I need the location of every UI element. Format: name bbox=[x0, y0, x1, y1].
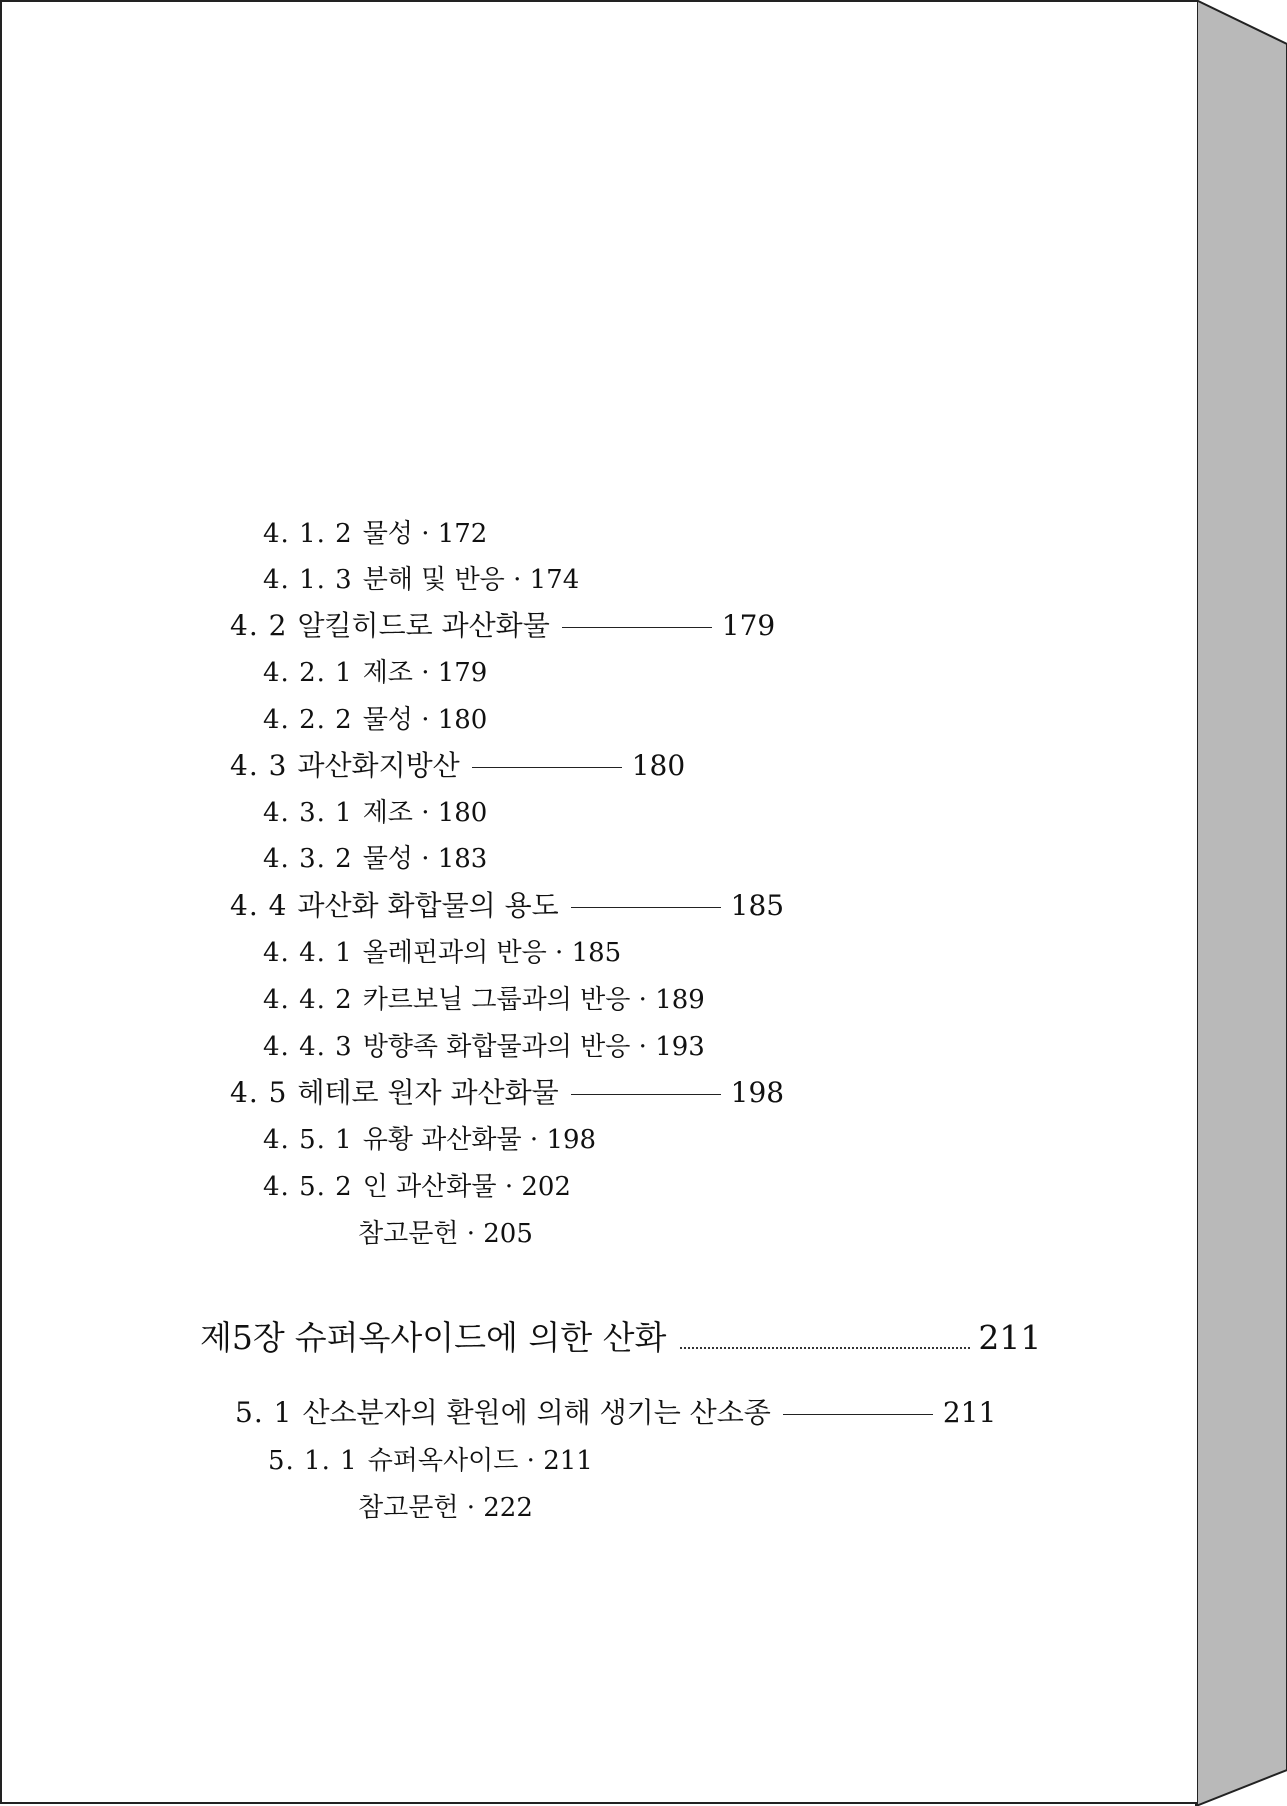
entry-separator: · bbox=[466, 1493, 475, 1523]
entry-title: 카르보닐 그룹과의 반응 bbox=[362, 985, 631, 1015]
chapter-page: 211 bbox=[978, 1318, 1042, 1357]
entry-number: 4. 3. 2 bbox=[263, 844, 353, 874]
toc-section bbox=[230, 1077, 784, 1109]
entry-number: 4. 4. 1 bbox=[263, 938, 353, 968]
entry-title: 물성 bbox=[362, 519, 413, 549]
section-page: 179 bbox=[721, 609, 776, 642]
dotted-leader bbox=[680, 1339, 970, 1349]
chapter-number: 제5장 bbox=[200, 1318, 285, 1357]
entry-separator: · bbox=[504, 1172, 514, 1202]
entry-title: 분해 및 반응 bbox=[362, 565, 505, 595]
entry-separator: · bbox=[421, 798, 430, 828]
entry-separator: · bbox=[638, 985, 647, 1015]
entry-page: 183 bbox=[437, 844, 488, 874]
entry-title: 참고문헌 bbox=[358, 1219, 459, 1249]
entry-page: 211 bbox=[543, 1446, 593, 1476]
entry-title: 참고문헌 bbox=[358, 1493, 459, 1523]
entry-title: 유황 과산화물 bbox=[362, 1125, 522, 1155]
entry-title: 제조 bbox=[362, 798, 413, 828]
entry-page: 185 bbox=[571, 938, 622, 968]
entry-separator: · bbox=[513, 565, 522, 595]
toc-entry bbox=[263, 518, 487, 550]
entry-number: 4. 4. 2 bbox=[263, 985, 353, 1015]
section-page: 198 bbox=[730, 1076, 785, 1109]
entry-number: 5. 1. 1 bbox=[268, 1446, 358, 1476]
toc-entry bbox=[263, 1031, 705, 1063]
toc-section bbox=[235, 1397, 996, 1429]
section-title: 알킬히드로 과산화물 bbox=[297, 609, 550, 642]
section-title: 과산화지방산 bbox=[297, 749, 460, 782]
entry-title: 방향족 화합물과의 반응 bbox=[362, 1032, 631, 1062]
toc-entry bbox=[263, 1124, 596, 1156]
section-number: 4. 2 bbox=[230, 609, 288, 642]
leader-line bbox=[783, 1414, 933, 1415]
entry-title: 물성 bbox=[362, 844, 413, 874]
entry-page: 193 bbox=[655, 1032, 705, 1062]
entry-separator: · bbox=[421, 658, 430, 688]
toc-entry bbox=[263, 937, 621, 969]
section-page: 180 bbox=[631, 749, 686, 782]
section-number: 5. 1 bbox=[235, 1396, 293, 1429]
toc-entry bbox=[263, 704, 487, 736]
toc-references bbox=[358, 1492, 533, 1524]
entry-separator: · bbox=[421, 844, 430, 874]
toc-entry bbox=[263, 1171, 571, 1203]
section-number: 4. 5 bbox=[230, 1076, 288, 1109]
entry-number: 4. 3. 1 bbox=[263, 798, 353, 828]
toc-entry bbox=[263, 657, 487, 689]
entry-page: 205 bbox=[483, 1219, 533, 1249]
toc-references bbox=[358, 1218, 533, 1250]
toc-section bbox=[230, 890, 784, 922]
entry-number: 4. 1. 3 bbox=[263, 565, 353, 595]
chapter-title: 슈퍼옥사이드에 의한 산화 bbox=[294, 1318, 667, 1357]
toc-entry bbox=[263, 797, 487, 829]
section-page: 185 bbox=[730, 889, 785, 922]
entry-page: 202 bbox=[521, 1172, 571, 1202]
entry-page: 180 bbox=[437, 798, 488, 828]
entry-page: 179 bbox=[437, 658, 488, 688]
entry-number: 4. 5. 2 bbox=[263, 1172, 353, 1202]
section-page: 211 bbox=[942, 1396, 997, 1429]
section-number: 4. 4 bbox=[230, 889, 288, 922]
entry-separator: · bbox=[529, 1125, 539, 1155]
toc-section bbox=[230, 610, 775, 642]
leader-line bbox=[571, 1094, 721, 1095]
entry-number: 4. 1. 2 bbox=[263, 519, 353, 549]
entry-page: 172 bbox=[437, 519, 488, 549]
entry-separator: · bbox=[421, 519, 430, 549]
entry-separator: · bbox=[555, 938, 564, 968]
entry-separator: · bbox=[526, 1446, 535, 1476]
entry-number: 4. 5. 1 bbox=[263, 1125, 353, 1155]
entry-title: 물성 bbox=[362, 705, 413, 735]
toc-section bbox=[230, 750, 685, 782]
leader-line bbox=[571, 907, 721, 908]
entry-separator: · bbox=[421, 705, 430, 735]
entry-page: 189 bbox=[655, 985, 705, 1015]
entry-title: 올레핀과의 반응 bbox=[362, 938, 547, 968]
section-title: 산소분자의 환원에 의해 생기는 산소종 bbox=[302, 1396, 771, 1429]
section-title: 과산화 화합물의 용도 bbox=[297, 889, 559, 922]
entry-title: 슈퍼옥사이드 bbox=[367, 1446, 519, 1476]
entry-page: 180 bbox=[437, 705, 488, 735]
section-number: 4. 3 bbox=[230, 749, 288, 782]
entry-number: 4. 4. 3 bbox=[263, 1032, 353, 1062]
entry-separator: · bbox=[466, 1219, 475, 1249]
entry-page: 222 bbox=[483, 1493, 533, 1523]
toc-entry bbox=[263, 843, 487, 875]
entry-title: 제조 bbox=[362, 658, 413, 688]
leader-line bbox=[562, 627, 712, 628]
entry-number: 4. 2. 2 bbox=[263, 705, 353, 735]
toc-chapter bbox=[200, 1318, 1041, 1358]
toc-entry bbox=[268, 1445, 593, 1477]
entry-title: 인 과산화물 bbox=[362, 1172, 497, 1202]
toc-entry bbox=[263, 564, 579, 596]
entry-page: 198 bbox=[546, 1125, 597, 1155]
entry-page: 174 bbox=[529, 565, 580, 595]
entry-separator: · bbox=[638, 1032, 647, 1062]
toc-entry bbox=[263, 984, 705, 1016]
leader-line bbox=[472, 767, 622, 768]
section-title: 헤테로 원자 과산화물 bbox=[297, 1076, 559, 1109]
entry-number: 4. 2. 1 bbox=[263, 658, 353, 688]
